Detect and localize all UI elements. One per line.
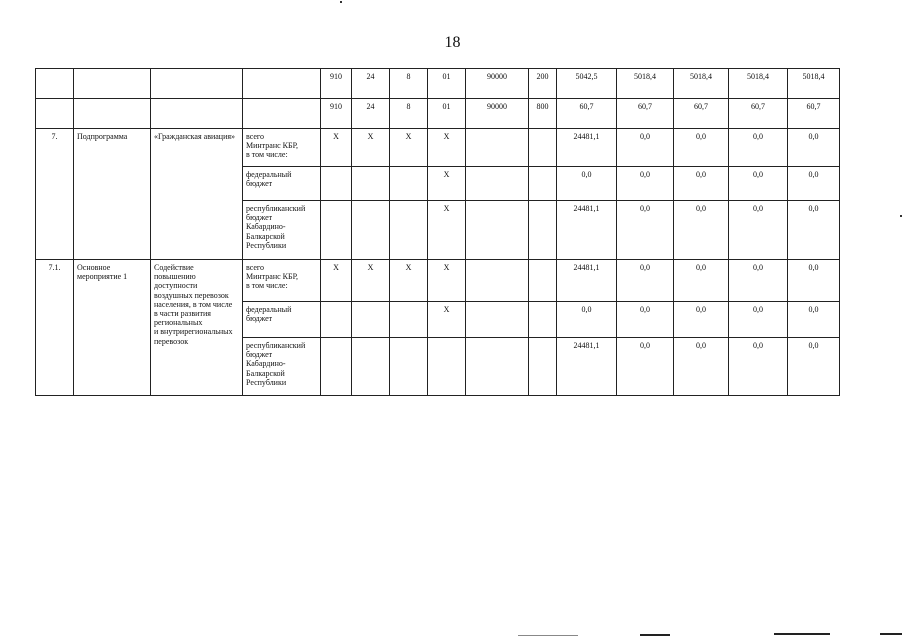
page-number: 18 [444,34,461,51]
table-cell [466,201,529,260]
table-cell: 0,0 [617,129,674,167]
table-cell: 5018,4 [788,69,840,99]
table-cell: 0,0 [788,201,840,260]
table-cell [529,338,557,396]
table-cell [466,260,529,302]
table-cell: 0,0 [617,302,674,338]
table-cell: Х [428,201,466,260]
table-body [36,69,840,396]
table-cell [352,201,390,260]
scan-artifact [640,634,670,636]
table-cell: 24481,1 [557,260,617,302]
table-cell [529,129,557,167]
table-cell: 60,7 [788,99,840,129]
item-status: Подпрограмма [74,129,151,260]
scan-artifact [774,633,830,635]
table-cell [529,201,557,260]
table-cell [321,201,352,260]
table-cell [321,338,352,396]
table-cell [321,167,352,201]
table-cell [466,129,529,167]
table-cell: Х [428,260,466,302]
table-cell: Х [428,129,466,167]
table-cell: 0,0 [729,260,788,302]
funding-source: федеральный бюджет [243,167,321,201]
table-cell [36,99,74,129]
table-cell: 0,0 [617,260,674,302]
table-cell: Х [428,167,466,201]
table-cell: 24 [352,99,390,129]
table-cell: 24 [352,69,390,99]
table-cell: 0,0 [674,201,729,260]
item-name: «Гражданская авиация» [151,129,243,260]
table-cell: 0,0 [674,260,729,302]
item-name: Содействие повышению доступности воздушных перевозок населения, в том числе в части развития региональных и внутрирегиональных перевозок [151,260,243,396]
table-cell: 0,0 [557,302,617,338]
table-cell: 0,0 [729,302,788,338]
table-cell [529,260,557,302]
funding-source: республиканский бюджет Кабардино- Балкарской Республики [243,338,321,396]
table-cell: 0,0 [674,167,729,201]
table-cell: 0,0 [788,302,840,338]
scan-artifact [518,635,578,636]
table-cell: 0,0 [617,201,674,260]
table-cell: 60,7 [617,99,674,129]
table-cell: 5018,4 [674,69,729,99]
table-cell: Х [390,129,428,167]
table-cell: 5042,5 [557,69,617,99]
table-cell [529,167,557,201]
table-cell: 0,0 [617,338,674,396]
table-cell: 01 [428,99,466,129]
table-cell [466,302,529,338]
item-number: 7. [36,129,74,260]
table-cell [243,99,321,129]
table-cell: Х [321,129,352,167]
table-cell [529,302,557,338]
table-cell [390,201,428,260]
table-cell [36,69,74,99]
table-cell [243,69,321,99]
table-cell: 60,7 [729,99,788,129]
table-cell [428,338,466,396]
table-cell: 0,0 [617,167,674,201]
table-cell: 800 [529,99,557,129]
table-row [36,99,840,129]
scan-artifact [340,1,342,3]
table-row [36,69,840,99]
table-cell: 0,0 [557,167,617,201]
item-number: 7.1. [36,260,74,396]
table-cell [466,338,529,396]
funding-source: федеральный бюджет [243,302,321,338]
scan-artifact [880,633,902,635]
table-row [36,260,840,302]
table-cell: 8 [390,69,428,99]
table-cell: 0,0 [729,338,788,396]
table-cell [321,302,352,338]
table-cell: Х [352,129,390,167]
table-cell: 0,0 [729,167,788,201]
table-cell: 5018,4 [729,69,788,99]
table-cell: 0,0 [674,338,729,396]
table-cell: 0,0 [674,302,729,338]
table-cell: Х [321,260,352,302]
table-cell: Х [428,302,466,338]
table-cell: 0,0 [729,129,788,167]
table-cell: 0,0 [788,260,840,302]
table-cell: 0,0 [729,201,788,260]
table-cell: Х [390,260,428,302]
table-cell [390,167,428,201]
table-cell: 910 [321,69,352,99]
table-cell: 0,0 [674,129,729,167]
table-cell: 01 [428,69,466,99]
table-cell [352,167,390,201]
funding-source: всего Минтранс КБР, в том числе: [243,260,321,302]
table-cell: 90000 [466,69,529,99]
table-cell: 24481,1 [557,338,617,396]
table-cell: 60,7 [674,99,729,129]
table-cell [74,69,151,99]
table-row [36,129,840,167]
funding-source: всего Минтранс КБР, в том числе: [243,129,321,167]
table-cell: 90000 [466,99,529,129]
table-cell: 910 [321,99,352,129]
table-cell: 200 [529,69,557,99]
table-cell: 24481,1 [557,129,617,167]
table-cell: 0,0 [788,129,840,167]
scan-artifact [900,215,902,217]
table-cell: 5018,4 [617,69,674,99]
table-cell [466,167,529,201]
table-cell [390,338,428,396]
funding-source: республиканский бюджет Кабардино- Балкарской Республики [243,201,321,260]
table-cell [74,99,151,129]
table-cell: Х [352,260,390,302]
table-cell [151,99,243,129]
item-status: Основное мероприятие 1 [74,260,151,396]
table-cell [151,69,243,99]
table-cell: 0,0 [788,338,840,396]
table-cell: 8 [390,99,428,129]
table-cell: 60,7 [557,99,617,129]
table-cell [352,302,390,338]
table-cell: 0,0 [788,167,840,201]
table-cell [390,302,428,338]
budget-table [35,68,840,396]
table-cell [352,338,390,396]
table-cell: 24481,1 [557,201,617,260]
